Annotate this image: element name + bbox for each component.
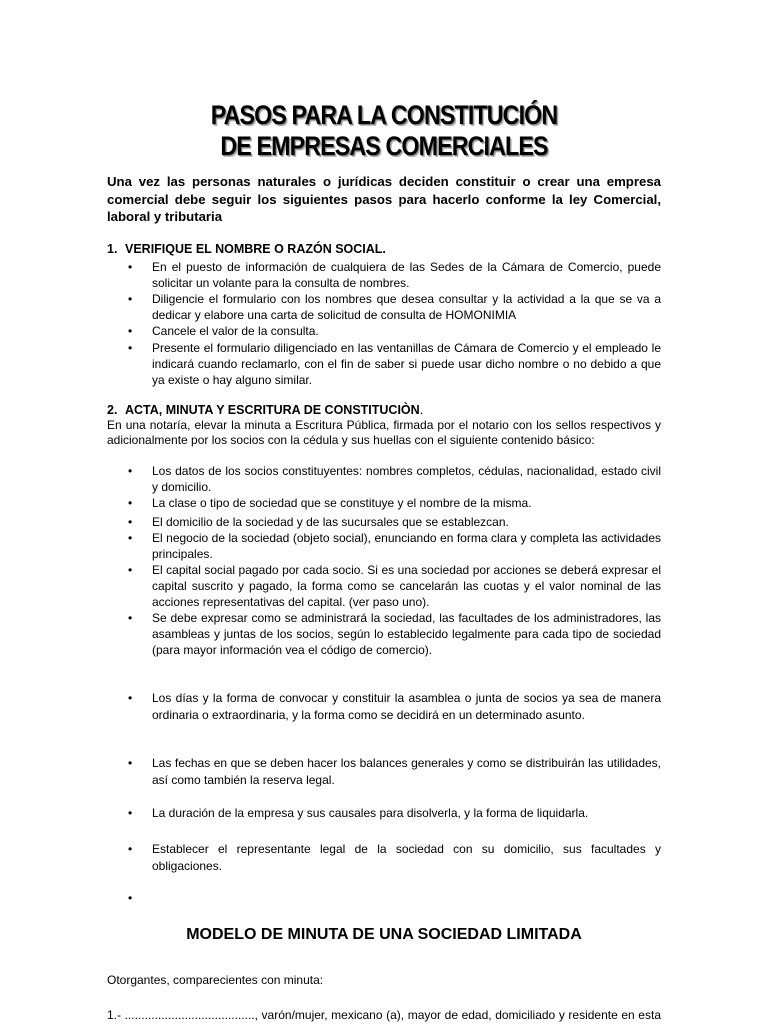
section-2-bullet: La duración de la empresa y sus causales para disolverla, y la forma de liquidarla.: [152, 806, 589, 820]
section-1-heading: [107, 242, 661, 257]
bullet-icon: •: [128, 464, 133, 478]
bullet-icon: •: [128, 611, 133, 625]
section-1-bullet: Diligencie el formulario con los nombres que desea consultar y la actividad a la que se va a dedicar y elabore una carta de solicitud de consulta de HOMONIMIA: [152, 292, 661, 322]
bullet-icon: •: [128, 563, 133, 577]
grantor-line-1: 1.- ......................................., varón/mujer, mexicano (a), mayor de edad, domiciliado y residente en esta: [107, 1008, 661, 1022]
otorgantes-label: Otorgantes, comparecientes con minuta:: [107, 973, 324, 987]
bullet-icon: •: [128, 496, 133, 510]
bullet-icon: •: [128, 806, 133, 820]
section-2-bullet: Se debe expresar como se administrará la sociedad, las facultades de los administradores, las asambleas y juntas de los socios, según lo establecido legalmente para cada tipo de sociedad (para mayor información vea el código de comercio).: [152, 611, 661, 657]
bullet-icon: •: [128, 515, 133, 529]
section-2-bullet: Las fechas en que se deben hacer los balances generales y como se distribuirán las utilidades, así como también la reserva legal.: [152, 756, 661, 787]
section-2-heading-text: ACTA, MINUTA Y ESCRITURA DE CONSTITUCIÒN: [125, 403, 420, 417]
section-1-bullet: Cancele el valor de la consulta.: [152, 324, 319, 338]
bullet-icon: •: [128, 756, 133, 770]
title-line-1: PASOS PARA LA CONSTITUCIÓN: [210, 100, 558, 130]
bullet-icon: •: [128, 842, 133, 856]
section-2-bullet: El capital social pagado por cada socio. Si es una sociedad por acciones se deberá expresar el capital suscrito y pagado, la forma como se cancelarán las cuotas y el valor nominal de las acciones representativas del capital. (ver paso uno).: [152, 563, 661, 609]
section-2-bullet: El negocio de la sociedad (objeto social), enunciando en forma clara y completa las actividades principales.: [152, 531, 661, 561]
model-title: MODELO DE MINUTA DE UNA SOCIEDAD LIMITADA: [186, 926, 582, 943]
bullet-icon: •: [128, 260, 133, 274]
section-2-bullet: El domicilio de la sociedad y de las sucursales que se establezcan.: [152, 515, 509, 529]
section-1-heading-text: VERIFIQUE EL NOMBRE O RAZÓN SOCIAL.: [125, 242, 386, 256]
bullet-icon: •: [128, 691, 133, 705]
section-1-bullet: Presente el formulario diligenciado en las ventanillas de Cámara de Comercio y el empleado le indicará cuando reclamarlo, con el fin de saber si puede usar dicho nombre o no debido a que ya existe o hay alguno similar.: [152, 341, 661, 387]
section-1-bullet: En el puesto de información de cualquiera de las Sedes de la Cámara de Comercio, puede solicitar un volante para la consulta de nombres.: [152, 260, 661, 290]
bullet-icon: •: [128, 531, 133, 545]
title-line-2: DE EMPRESAS COMERCIALES: [220, 131, 548, 161]
bullet-icon: •: [128, 891, 133, 905]
bullet-icon: •: [128, 292, 133, 306]
section-2-paragraph: En una notaría, elevar la minuta a Escritura Pública, firmada por el notario con los sellos respectivos y adicionalmente por los socios con la cédula y sus huellas con el siguiente contenido básico:: [107, 418, 661, 447]
section-2-bullet: Establecer el representante legal de la sociedad con su domicilio, sus facultades y obligaciones.: [152, 842, 661, 873]
section-1-number: 1.: [107, 242, 118, 256]
section-2-heading-end: .: [419, 403, 424, 417]
section-2-heading: [107, 403, 661, 418]
bullet-icon: •: [128, 324, 133, 338]
intro-paragraph: Una vez las personas naturales o jurídicas deciden constituir o crear una empresa comercial debe seguir los siguientes pasos para hacerlo conforme la ley Comercial, laboral y tributaria: [107, 174, 661, 224]
section-2-bullet: La clase o tipo de sociedad que se constituye y el nombre de la misma.: [152, 496, 532, 510]
section-2-bullet: Los días y la forma de convocar y constituir la asamblea o junta de socios ya sea de manera ordinaria o extraordinaria, y la forma como se decidirá en un determinado asunto.: [152, 691, 661, 722]
bullet-icon: •: [128, 341, 133, 355]
section-2-number: 2.: [107, 403, 118, 417]
section-2-bullet: Los datos de los socios constituyentes: nombres completos, cédulas, nacionalidad, estado civil y domicilio.: [152, 464, 661, 494]
